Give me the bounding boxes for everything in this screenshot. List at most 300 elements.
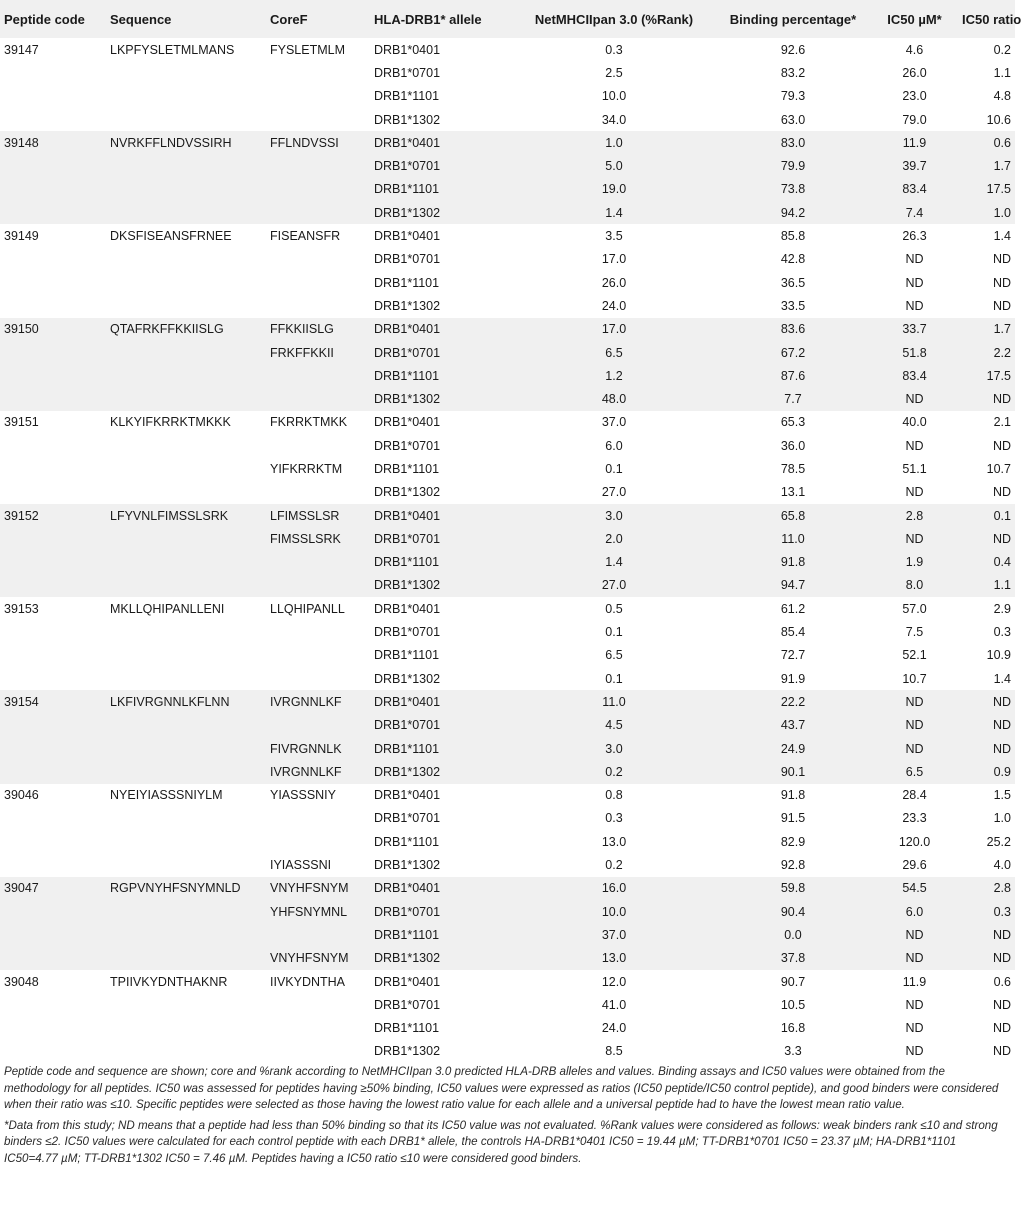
cell-core: FISEANSFR [270, 229, 341, 244]
cell-ic50: 79.0 [902, 112, 927, 127]
table-footnotes [0, 1064, 1010, 1172]
table-row [0, 131, 1015, 154]
cell-ratio: ND [992, 997, 1011, 1012]
cell-rank: 0.2 [605, 764, 623, 779]
cell-ic50: 54.5 [902, 881, 927, 896]
cell-ratio: ND [992, 1044, 1011, 1059]
cell-rank: 0.8 [605, 788, 623, 803]
cell-ratio: 0.1 [993, 508, 1011, 523]
cell-rank: 1.4 [605, 555, 623, 570]
cell-allele: DRB1*0401 [374, 974, 441, 989]
cell-rank: 37.0 [601, 415, 627, 430]
cell-binding: 43.7 [780, 718, 806, 733]
cell-ic50: ND [905, 298, 924, 313]
cell-binding: 22.2 [780, 694, 806, 709]
table-row [0, 457, 1015, 480]
cell-binding: 78.5 [780, 461, 806, 476]
cell-rank: 0.5 [605, 601, 623, 616]
table-header [0, 0, 1021, 38]
cell-ratio: ND [992, 275, 1011, 290]
cell-ratio: ND [992, 485, 1011, 500]
cell-binding: 65.3 [780, 415, 806, 430]
cell-core: FYSLETMLM [270, 42, 346, 57]
cell-ic50: 83.4 [902, 368, 927, 383]
cell-allele: DRB1*1302 [374, 951, 441, 966]
cell-ratio: ND [992, 252, 1011, 267]
cell-ic50: ND [905, 951, 924, 966]
cell-ic50: ND [905, 275, 924, 290]
cell-rank: 3.0 [605, 741, 623, 756]
cell-ic50: 8.0 [905, 578, 924, 593]
cell-rank: 10.0 [601, 904, 627, 919]
table-row [0, 970, 1015, 993]
cell-rank: 6.0 [605, 438, 623, 453]
cell-allele: DRB1*1302 [374, 858, 441, 873]
cell-binding: 82.9 [780, 834, 806, 849]
cell-ic50: 40.0 [902, 415, 927, 430]
cell-allele: DRB1*1302 [374, 205, 441, 220]
cell-binding: 91.5 [780, 811, 806, 826]
cell-core: IYIASSSNI [270, 858, 332, 873]
cell-ic50: 2.8 [905, 508, 924, 523]
cell-allele: DRB1*0401 [374, 135, 441, 150]
cell-rank: 0.1 [605, 461, 623, 476]
table-row [0, 38, 1015, 61]
cell-allele: DRB1*1101 [374, 89, 440, 104]
cell-rank: 13.0 [601, 951, 627, 966]
table-row [0, 85, 1015, 108]
cell-allele: DRB1*0401 [374, 322, 441, 337]
cell-binding: 91.8 [780, 788, 806, 803]
cell-ic50: ND [905, 927, 924, 942]
cell-allele: DRB1*1101 [374, 555, 440, 570]
cell-rank: 12.0 [601, 974, 627, 989]
cell-binding: 36.0 [780, 438, 806, 453]
cell-allele: DRB1*1101 [374, 275, 440, 290]
cell-binding: 13.1 [780, 485, 806, 500]
cell-peptide-code: 39147 [4, 42, 39, 57]
cell-ic50: 23.3 [902, 811, 927, 826]
cell-allele: DRB1*0701 [374, 65, 441, 80]
table-row [0, 318, 1015, 341]
cell-ic50: ND [905, 694, 924, 709]
cell-sequence: MKLLQHIPANLLENI [110, 601, 225, 616]
cell-core: YHFSNYMNL [270, 904, 348, 919]
cell-ratio: ND [992, 927, 1011, 942]
cell-ic50: 7.5 [905, 625, 924, 640]
cell-core: IVRGNNLKF [270, 764, 342, 779]
cell-sequence: LFYVNLFIMSSLSRK [110, 508, 229, 523]
cell-ic50: 29.6 [902, 858, 927, 873]
cell-rank: 5.0 [605, 159, 623, 174]
cell-ratio: 10.9 [986, 648, 1011, 663]
table-row [0, 760, 1015, 783]
cell-ic50: 51.8 [902, 345, 927, 360]
cell-ratio: 1.7 [993, 322, 1011, 337]
cell-sequence: LKPFYSLETMLMANS [110, 42, 235, 57]
cell-binding: 67.2 [780, 345, 806, 360]
cell-ic50: ND [905, 1044, 924, 1059]
table-row [0, 271, 1015, 294]
cell-allele: DRB1*1101 [374, 1021, 440, 1036]
cell-ic50: 10.7 [902, 671, 927, 686]
cell-core: FKRRKTMKK [270, 415, 348, 430]
cell-ratio: 1.7 [993, 159, 1011, 174]
cell-rank: 0.2 [605, 858, 623, 873]
cell-ratio: 10.7 [986, 461, 1011, 476]
cell-ic50: ND [905, 485, 924, 500]
cell-peptide-code: 39148 [4, 135, 39, 150]
cell-binding: 79.9 [780, 159, 806, 174]
cell-binding: 42.8 [780, 252, 806, 267]
cell-peptide-code: 39046 [4, 788, 39, 803]
cell-binding: 36.5 [780, 275, 806, 290]
cell-rank: 24.0 [601, 298, 627, 313]
cell-sequence: KLKYIFKRRKTMKKK [110, 415, 231, 430]
cell-allele: DRB1*1101 [374, 182, 440, 197]
cell-rank: 4.5 [605, 718, 623, 733]
cell-binding: 94.2 [780, 205, 806, 220]
cell-ratio: ND [992, 531, 1011, 546]
cell-allele: DRB1*0401 [374, 788, 441, 803]
cell-core: IVRGNNLKF [270, 694, 342, 709]
cell-binding: 3.3 [784, 1044, 802, 1059]
cell-rank: 1.2 [605, 368, 623, 383]
cell-ratio: 17.5 [986, 368, 1011, 383]
table-row [0, 644, 1015, 667]
cell-allele: DRB1*0701 [374, 345, 441, 360]
cell-allele: DRB1*0401 [374, 601, 441, 616]
table-row [0, 551, 1015, 574]
cell-ic50: 39.7 [902, 159, 927, 174]
cell-rank: 27.0 [601, 485, 627, 500]
cell-rank: 6.5 [605, 345, 623, 360]
cell-binding: 90.1 [780, 764, 806, 779]
cell-core: LFIMSSLSR [270, 508, 340, 523]
table-row [0, 504, 1015, 527]
cell-binding: 11.0 [781, 531, 805, 546]
cell-ic50: ND [905, 392, 924, 407]
cell-binding: 63.0 [780, 112, 806, 127]
cell-ic50: 6.0 [905, 904, 924, 919]
cell-ratio: ND [992, 392, 1011, 407]
header-netmhc-rank: NetMHCIIpan 3.0 (%Rank) [534, 11, 694, 27]
cell-binding: 72.7 [780, 648, 806, 663]
cell-ic50: 120.0 [898, 834, 931, 849]
cell-ratio: 0.2 [993, 42, 1011, 57]
cell-ic50: 11.9 [902, 974, 927, 989]
cell-binding: 61.2 [780, 601, 806, 616]
cell-allele: DRB1*0701 [374, 252, 441, 267]
cell-binding: 37.8 [780, 951, 806, 966]
cell-core: YIFKRRKTM [270, 461, 343, 476]
cell-allele: DRB1*0401 [374, 881, 441, 896]
cell-binding: 85.8 [780, 229, 806, 244]
cell-ratio: 0.3 [993, 904, 1011, 919]
table-row [0, 714, 1015, 737]
cell-rank: 26.0 [601, 275, 627, 290]
cell-binding: 7.7 [784, 392, 802, 407]
table-row [0, 900, 1015, 923]
table-row [0, 178, 1015, 201]
cell-allele: DRB1*0701 [374, 811, 441, 826]
cell-allele: DRB1*0701 [374, 718, 441, 733]
table-row [0, 411, 1015, 434]
cell-core: IIVKYDNTHA [270, 974, 346, 989]
cell-ratio: 4.8 [993, 89, 1011, 104]
table-row [0, 853, 1015, 876]
cell-allele: DRB1*1302 [374, 112, 441, 127]
cell-ic50: 1.9 [905, 555, 924, 570]
cell-sequence: LKFIVRGNNLKFLNN [110, 694, 230, 709]
cell-allele: DRB1*0401 [374, 694, 441, 709]
cell-peptide-code: 39152 [4, 508, 39, 523]
cell-ic50: 6.5 [905, 764, 924, 779]
table-row [0, 294, 1015, 317]
cell-peptide-code: 39047 [4, 881, 39, 896]
header-ic50-ratio: IC50 ratio [962, 11, 1021, 27]
cell-rank: 37.0 [601, 927, 627, 942]
cell-allele: DRB1*0701 [374, 438, 441, 453]
cell-ratio: 10.6 [986, 112, 1011, 127]
cell-rank: 34.0 [601, 112, 627, 127]
cell-rank: 17.0 [601, 252, 627, 267]
cell-core: FRKFFKKII [270, 345, 334, 360]
cell-peptide-code: 39048 [4, 974, 39, 989]
table-row [0, 690, 1015, 713]
table-row [0, 784, 1015, 807]
cell-rank: 11.0 [602, 694, 626, 709]
cell-rank: 3.0 [605, 508, 623, 523]
cell-ic50: 26.0 [902, 65, 927, 80]
cell-binding: 83.0 [780, 135, 806, 150]
cell-ratio: ND [992, 1021, 1011, 1036]
cell-rank: 0.3 [605, 42, 623, 57]
header-allele: HLA-DRB1* allele [374, 11, 482, 27]
table-row [0, 224, 1015, 247]
cell-sequence: TPIIVKYDNTHAKNR [110, 974, 228, 989]
cell-ratio: 0.9 [993, 764, 1011, 779]
cell-ratio: 0.6 [993, 135, 1011, 150]
table-body [0, 38, 1015, 1063]
cell-binding: 87.6 [780, 368, 806, 383]
cell-allele: DRB1*1302 [374, 764, 441, 779]
cell-rank: 19.0 [601, 182, 627, 197]
cell-allele: DRB1*1101 [374, 461, 440, 476]
table-row [0, 434, 1015, 457]
table-row [0, 830, 1015, 853]
cell-allele: DRB1*1101 [374, 741, 440, 756]
table-row [0, 154, 1015, 177]
cell-ratio: ND [992, 741, 1011, 756]
cell-ratio: 0.3 [993, 625, 1011, 640]
cell-allele: DRB1*0401 [374, 42, 441, 57]
table-row [0, 923, 1015, 946]
table-row [0, 620, 1015, 643]
cell-peptide-code: 39153 [4, 601, 39, 616]
table-row [0, 667, 1015, 690]
cell-peptide-code: 39151 [4, 415, 39, 430]
cell-ic50: 33.7 [902, 322, 927, 337]
cell-allele: DRB1*0701 [374, 159, 441, 174]
footnote-main: Peptide code and sequence are shown; core and %rank according to NetMHCIIpan 3.0 predicted HLA-DRB alleles and values. Binding assays and IC50 values were obtained from the methodology for all peptides. IC50 was assessed for peptides having ≥50% binding, IC50 values were expressed as ratios (IC50 peptide/IC50 control peptide), and good binders were considered when their ratio was ≤10. Specific peptides were selected as those having the lowest ratio value for each allele and a universal peptide had to have the lowest mean ratio value. [4, 1065, 999, 1112]
cell-core: VNYHFSNYM [270, 951, 349, 966]
cell-rank: 1.4 [605, 205, 623, 220]
cell-ratio: 1.4 [993, 229, 1011, 244]
table-row [0, 248, 1015, 271]
cell-binding: 92.6 [780, 42, 806, 57]
cell-ratio: 1.4 [993, 671, 1011, 686]
cell-ic50: 83.4 [902, 182, 927, 197]
cell-allele: DRB1*1101 [374, 927, 440, 942]
cell-ic50: ND [905, 997, 924, 1012]
cell-sequence: NVRKFFLNDVSSIRH [110, 135, 232, 150]
cell-sequence: NYEIYIASSSNIYLM [110, 788, 223, 803]
cell-allele: DRB1*0701 [374, 997, 441, 1012]
cell-ic50: ND [905, 1021, 924, 1036]
cell-allele: DRB1*0401 [374, 229, 441, 244]
cell-peptide-code: 39150 [4, 322, 39, 337]
cell-rank: 8.5 [605, 1044, 623, 1059]
cell-ic50: ND [905, 438, 924, 453]
cell-allele: DRB1*1302 [374, 392, 441, 407]
cell-ratio: 2.2 [993, 345, 1011, 360]
header-sequence: Sequence [110, 11, 172, 27]
table-row [0, 1040, 1015, 1063]
cell-rank: 6.5 [605, 648, 623, 663]
cell-ratio: ND [992, 438, 1011, 453]
cell-rank: 10.0 [601, 89, 627, 104]
table-row [0, 737, 1015, 760]
cell-ratio: 2.9 [993, 601, 1011, 616]
header-binding-percentage: Binding percentage* [729, 11, 857, 27]
table-row [0, 877, 1015, 900]
cell-rank: 17.0 [601, 322, 627, 337]
cell-binding: 73.8 [780, 182, 806, 197]
cell-allele: DRB1*0701 [374, 904, 441, 919]
cell-ratio: 1.1 [993, 65, 1011, 80]
cell-allele: DRB1*1101 [374, 834, 440, 849]
cell-binding: 24.9 [780, 741, 806, 756]
cell-rank: 27.0 [601, 578, 627, 593]
cell-binding: 83.6 [780, 322, 806, 337]
table-row [0, 364, 1015, 387]
cell-ratio: 2.1 [993, 415, 1011, 430]
table-row [0, 807, 1015, 830]
table-row [0, 387, 1015, 410]
cell-allele: DRB1*1101 [374, 368, 440, 383]
cell-ic50: ND [905, 252, 924, 267]
cell-ic50: 57.0 [902, 601, 927, 616]
table-row [0, 481, 1015, 504]
cell-rank: 24.0 [601, 1021, 627, 1036]
cell-ratio: 1.0 [993, 811, 1011, 826]
cell-binding: 90.4 [780, 904, 806, 919]
cell-allele: DRB1*1101 [374, 648, 440, 663]
header-ic50: IC50 µM* [887, 11, 942, 27]
cell-binding: 0.0 [784, 927, 802, 942]
cell-ratio: 0.4 [993, 555, 1011, 570]
cell-binding: 92.8 [780, 858, 806, 873]
header-coref: CoreF [270, 11, 308, 27]
cell-ic50: ND [905, 531, 924, 546]
cell-allele: DRB1*0701 [374, 625, 441, 640]
cell-ic50: 11.9 [902, 135, 927, 150]
header-peptide-code: Peptide code [4, 11, 85, 27]
cell-binding: 85.4 [780, 625, 806, 640]
cell-rank: 2.5 [605, 65, 623, 80]
cell-ratio: 1.0 [993, 205, 1011, 220]
cell-ic50: 28.4 [902, 788, 927, 803]
cell-ic50: 26.3 [902, 229, 927, 244]
table-row [0, 61, 1015, 84]
table-row [0, 993, 1015, 1016]
cell-ic50: 52.1 [902, 648, 927, 663]
cell-rank: 3.5 [605, 229, 623, 244]
cell-core: FIVRGNNLK [270, 741, 342, 756]
cell-rank: 0.3 [605, 811, 623, 826]
cell-peptide-code: 39154 [4, 694, 39, 709]
cell-binding: 90.7 [780, 974, 806, 989]
cell-binding: 33.5 [780, 298, 806, 313]
cell-ratio: 17.5 [986, 182, 1011, 197]
cell-core: FIMSSLSRK [270, 531, 341, 546]
cell-sequence: QTAFRKFFKKIISLG [110, 322, 224, 337]
cell-rank: 16.0 [601, 881, 627, 896]
cell-rank: 41.0 [601, 997, 627, 1012]
cell-binding: 79.3 [780, 89, 806, 104]
cell-core: FFLNDVSSI [270, 135, 339, 150]
cell-ic50: ND [905, 741, 924, 756]
table-row [0, 574, 1015, 597]
cell-ic50: ND [905, 718, 924, 733]
cell-peptide-code: 39149 [4, 229, 39, 244]
cell-ratio: 1.5 [993, 788, 1011, 803]
cell-sequence: RGPVNYHFSNYMNLD [110, 881, 241, 896]
footnote-star: *Data from this study; ND means that a peptide had less than 50% binding so that its IC50 value was not evaluated. %Rank values were considered as follows: weak binders rank ≤10 and strong binders ≤2. IC50 values were calculated for each control peptide with each DRB1* allele, the controls HA-DRB1*0401 IC50 = 19.44 µM; TT-DRB1*0701 IC50 = 23.37 µM; HA-DRB1*1101 IC50=4.77 µM; TT-DRB1*1302 IC50 = 7.46 µM. Peptides having a IC50 ratio ≤10 were considered good binders. [4, 1118, 998, 1165]
table-row [0, 1016, 1015, 1039]
cell-rank: 13.0 [601, 834, 627, 849]
cell-ic50: 51.1 [902, 461, 927, 476]
cell-core: LLQHIPANLL [270, 601, 345, 616]
cell-ratio: 1.1 [993, 578, 1011, 593]
cell-ratio: 2.8 [993, 881, 1011, 896]
cell-rank: 0.1 [605, 671, 623, 686]
cell-allele: DRB1*1302 [374, 298, 441, 313]
cell-ratio: ND [992, 718, 1011, 733]
cell-binding: 91.8 [780, 555, 806, 570]
cell-binding: 10.5 [780, 997, 806, 1012]
cell-ratio: 0.6 [993, 974, 1011, 989]
cell-ratio: 4.0 [993, 858, 1011, 873]
cell-allele: DRB1*1302 [374, 1044, 441, 1059]
cell-rank: 0.1 [605, 625, 623, 640]
table-row [0, 947, 1015, 970]
cell-allele: DRB1*1302 [374, 671, 441, 686]
cell-core: VNYHFSNYM [270, 881, 349, 896]
cell-ic50: 23.0 [902, 89, 927, 104]
table-row [0, 108, 1015, 131]
cell-ratio: ND [992, 298, 1011, 313]
cell-rank: 1.0 [605, 135, 623, 150]
table-row [0, 527, 1015, 550]
cell-allele: DRB1*0401 [374, 415, 441, 430]
cell-ratio: ND [992, 951, 1011, 966]
cell-ic50: 4.6 [905, 42, 924, 57]
cell-ratio: ND [992, 694, 1011, 709]
cell-rank: 2.0 [605, 531, 623, 546]
cell-allele: DRB1*0401 [374, 508, 441, 523]
